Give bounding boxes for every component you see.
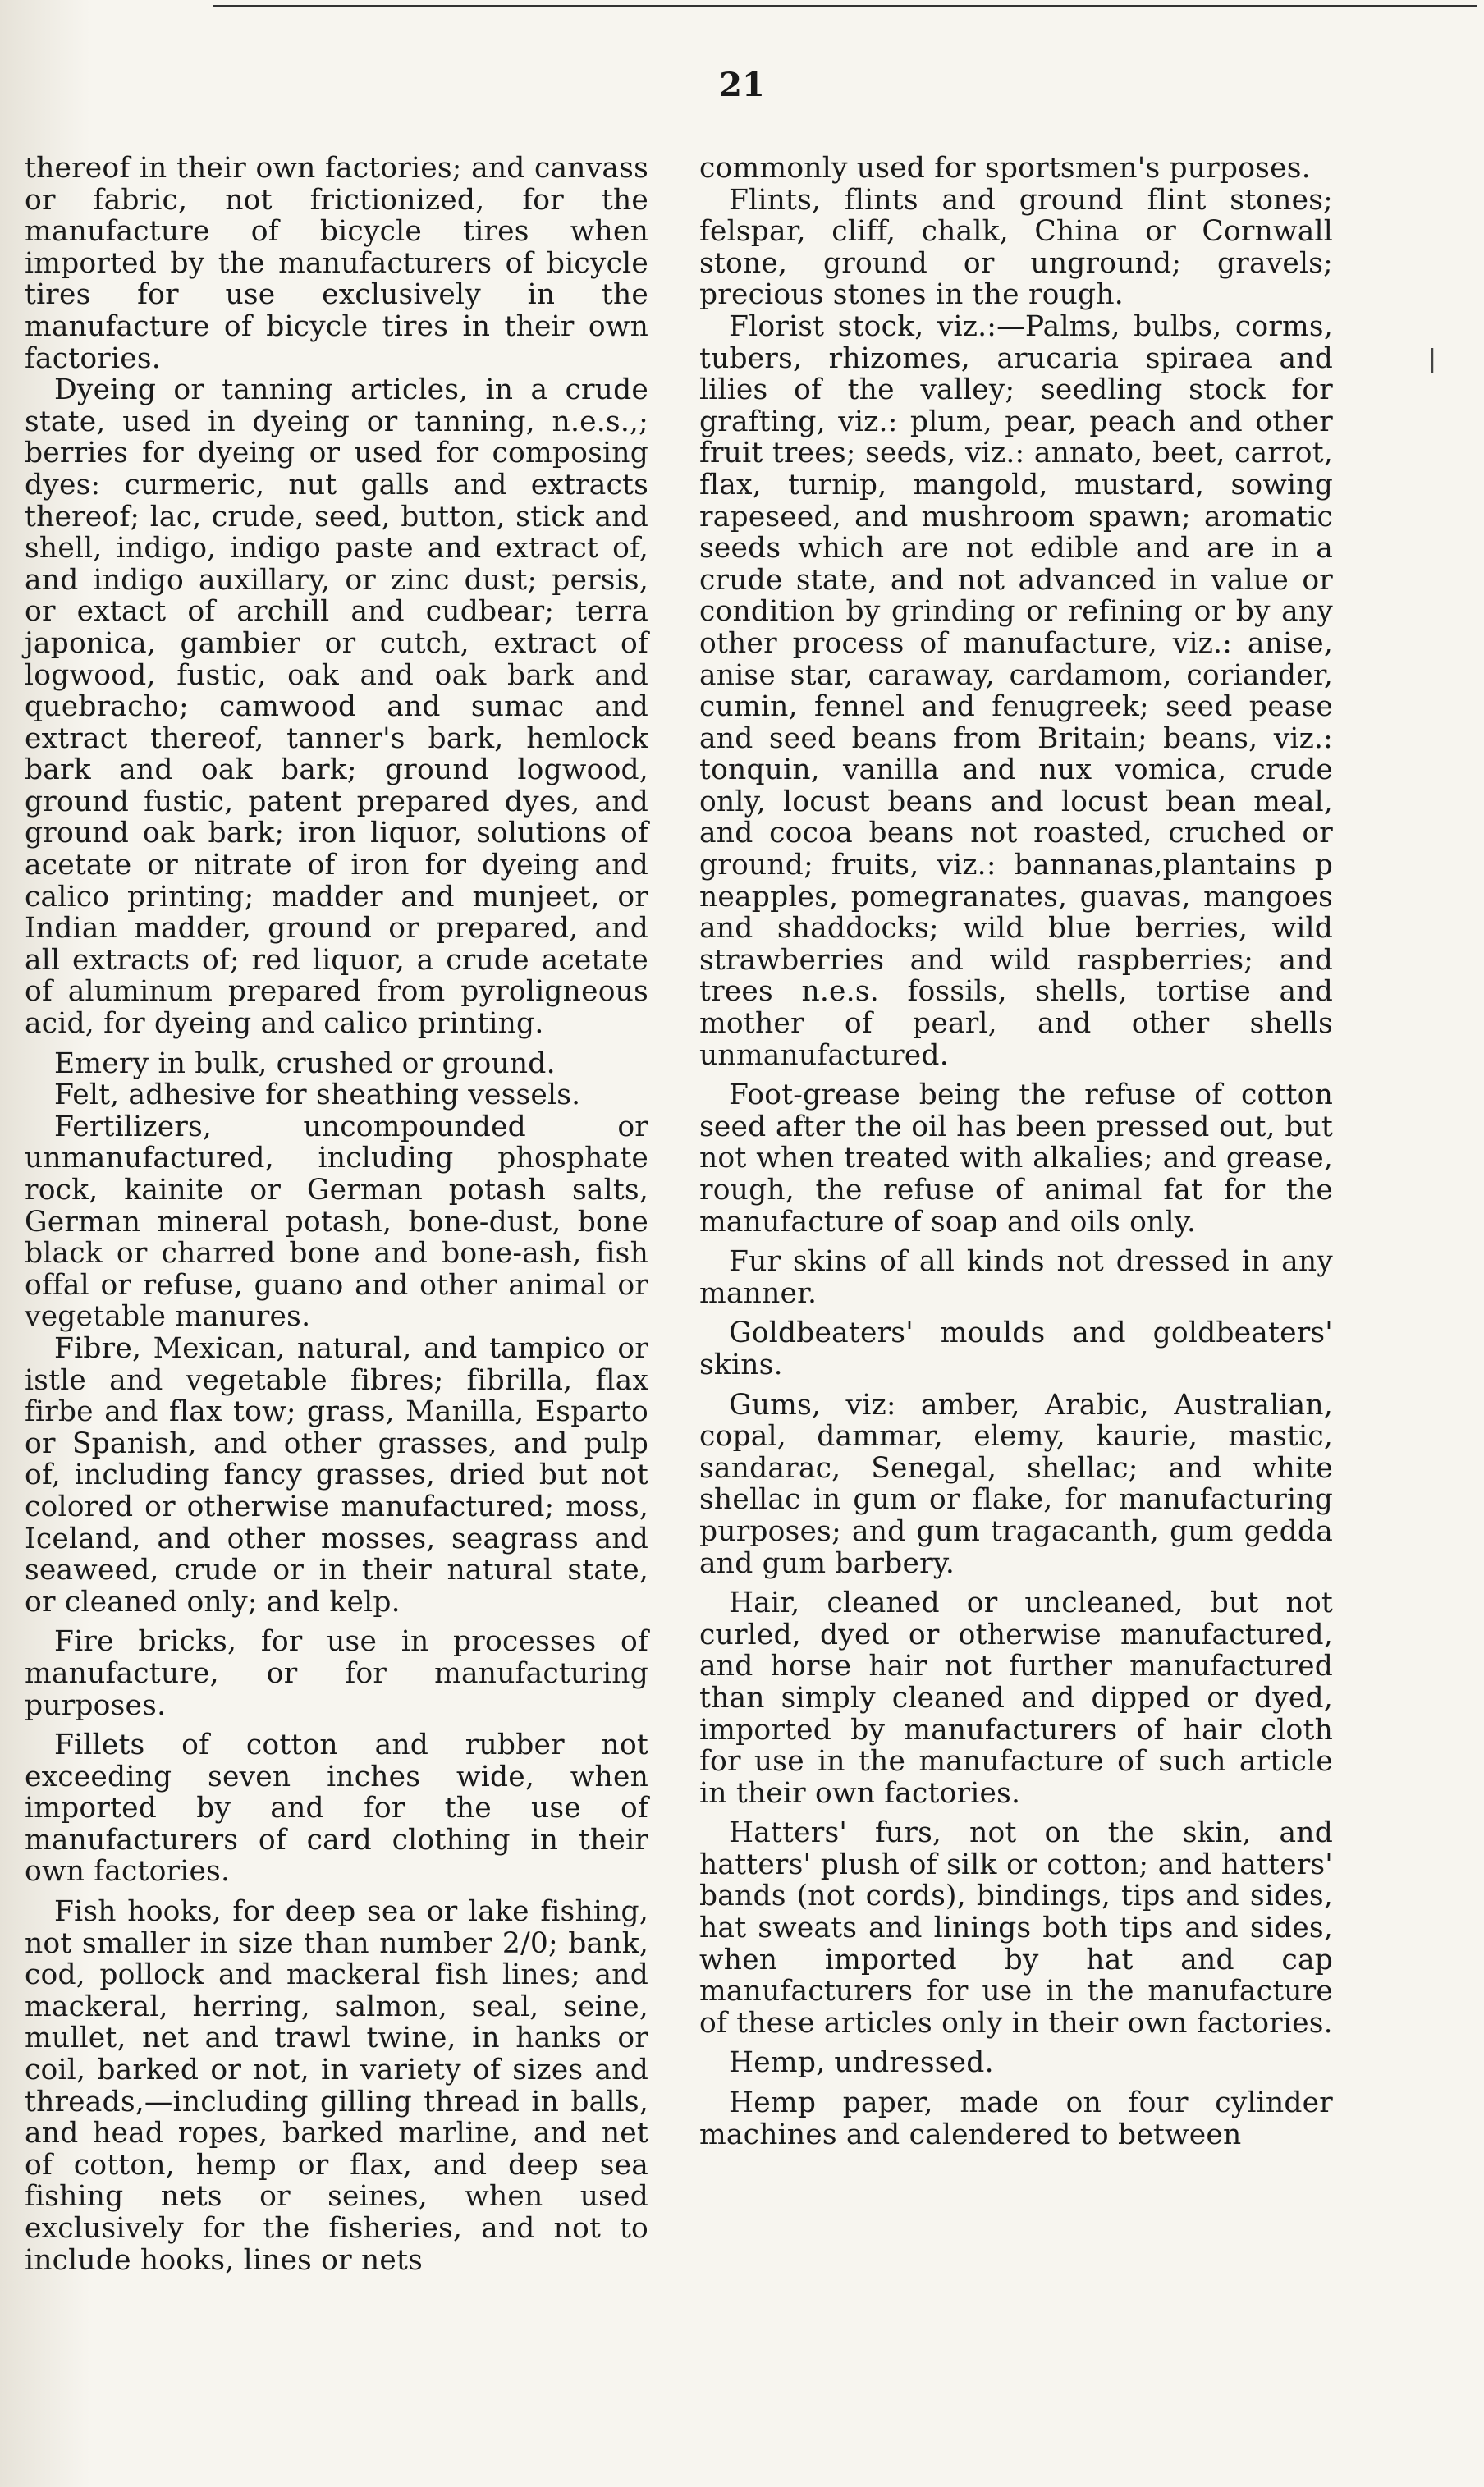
left-column: [25, 153, 648, 2276]
left-paragraph-7: Fire bricks, for use in processes of manufacture, or for manufacturing purposes.: [25, 1625, 648, 1722]
right-paragraph-2: Flints, flints and ground flint stones; felspar, cliff, chalk, China or Cornwall stone, ground or unground; gravels; precious stones in the rough.: [699, 183, 1333, 312]
left-paragraph-5: Fertilizers, uncompounded or unmanufactured, including phosphate rock, kainite or German potash salts, German mineral potash, bone-dust, bone black or charred bone and bone-ash, fish offal or refuse, guano and other animal or vegetable manures.: [25, 1110, 648, 1334]
left-paragraph-3: Emery in bulk, crushed or ground.: [54, 1047, 556, 1080]
right-paragraph-11: Hemp paper, made on four cylinder machines and calendered to between: [699, 2086, 1333, 2151]
top-edge-rule: [213, 5, 1477, 7]
left-paragraph-1: thereof in their own factories; and canvass or fabric, not frictionized, for the manufacture of bicycle tires when imported by the manufacturers of bicycle tires for use exclusively in the manufacture of bicycle tires in their own factories.: [25, 152, 648, 375]
left-paragraph-9: Fish hooks, for deep sea or lake fishing, not smaller in size than number 2/0; bank, cod, pollock and mackeral fish lines; and mackeral, herring, salmon, seal, seine, mullet, net and trawl twine, in hanks or coil, barked or not, in variety of sizes and threads,—including gilling thread in balls, and head ropes, barked marline, and net of cotton, hemp or flax, and deep sea fishing nets or seines, when used exclusively for the fisheries, and not to include hooks, lines or nets: [25, 1895, 648, 2277]
right-paragraph-1: commonly used for sportsmen's purposes.: [699, 152, 1311, 185]
right-paragraph-6: Goldbeaters' moulds and goldbeaters' skins.: [699, 1317, 1333, 1381]
right-paragraph-10: Hemp, undressed.: [729, 2046, 994, 2080]
right-paragraph-9: Hatters' furs, not on the skin, and hatters' plush of silk or cotton; and hatters' bands (not cords), bindings, tips and sides, hat sweats and linings both tips and sides, when imported by hat and cap manufacturers for use in the manufacture of these articles only in their own factories.: [699, 1816, 1333, 2040]
right-column: [699, 153, 1333, 2150]
left-paragraph-4: Felt, adhesive for sheathing vessels.: [54, 1079, 581, 1112]
right-paragraph-5: Fur skins of all kinds not dressed in any manner.: [699, 1245, 1333, 1310]
left-paragraph-2: Dyeing or tanning articles, in a crude state, used in dyeing or tanning, n.e.s.,; berries for dyeing or used for composing dyes: curmeric, nut galls and extracts thereof; lac, crude, seed, button, stick and shell, indigo, indigo paste and extract of, and indigo auxillary, or zinc dust; persis, or extact of archill and cudbear; terra japonica, gambier or cutch, extract of logwood, fustic, oak and oak bark and quebracho; camwood and sumac and extract thereof, tanner's bark, hemlock bark and oak bark; ground logwood, ground fustic, patent prepared dyes, and ground oak bark; iron liquor, solutions of acetate or nitrate of iron for dyeing and calico printing; madder and munjeet, or Indian madder, ground or prepared, and all extracts of; red liquor, a crude acetate of aluminum prepared from pyroligneous acid, for dyeing and calico printing.: [25, 373, 648, 1041]
margin-mark: |: [1428, 345, 1437, 373]
left-paragraph-6: Fibre, Mexican, natural, and tampico or istle and vegetable fibres; fibrilla, flax firbe and flax tow; grass, Manilla, Esparto or Spanish, and other grasses, and pulp of, including fancy grasses, dried but not colored or otherwise manufactured; moss, Iceland, and other mosses, seagrass and seaweed, crude or in their natural state, or cleaned only; and kelp.: [25, 1331, 648, 1619]
right-paragraph-7: Gums, viz: amber, Arabic, Australian, copal, dammar, elemy, kaurie, mastic, sandarac, Senegal, shellac; and white shellac in gum or flake, for manufacturing purposes; and gum tragacanth, gum gedda and gum barbery.: [699, 1388, 1333, 1580]
left-paragraph-8: Fillets of cotton and rubber not exceeding seven inches wide, when imported by and for the use of manufacturers of card clothing in their own factories.: [25, 1729, 648, 1889]
right-paragraph-3: Florist stock, viz.:—Palms, bulbs, corms, tubers, rhizomes, arucaria spiraea and lilies of the valley; seedling stock for grafting, viz.: plum, pear, peach and other fruit trees; seeds, viz.: annato, beet, carrot, flax, turnip, mangold, mustard, sowing rapeseed, and mushroom spawn; aromatic seeds which are not edible and are in a crude state, and not advanced in value or condition by grinding or refining or by any other process of manufacture, viz.: anise, anise star, caraway, cardamom, coriander, cumin, fennel and fenugreek; seed pease and seed beans from Britain; beans, viz.: tonquin, vanilla and nux vomica, crude only, locust beans and locust bean meal, and cocoa beans not roasted, cruched or ground; fruits, viz.: bannanas,plantains p neapples, pomegranates, guavas, mangoes and shaddocks; wild blue berries, wild strawberries and wild raspberries; and trees n.e.s. fossils, shells, tortise and mother of pearl, and other shells unmanufactured.: [699, 309, 1333, 1072]
right-paragraph-8: Hair, cleaned or uncleaned, but not curled, dyed or otherwise manufactured, and horse hair not further manufactured than simply cleaned and dipped or dyed, imported by manufacturers of hair cloth for use in the manufacture of such article in their own factories.: [699, 1587, 1333, 1810]
right-paragraph-4: Foot-grease being the refuse of cotton seed after the oil has been pressed out, but not when treated with alkalies; and grease, rough, the refuse of animal fat for the manufacture of soap and oils only.: [699, 1079, 1333, 1239]
page-number: 21: [719, 66, 765, 104]
